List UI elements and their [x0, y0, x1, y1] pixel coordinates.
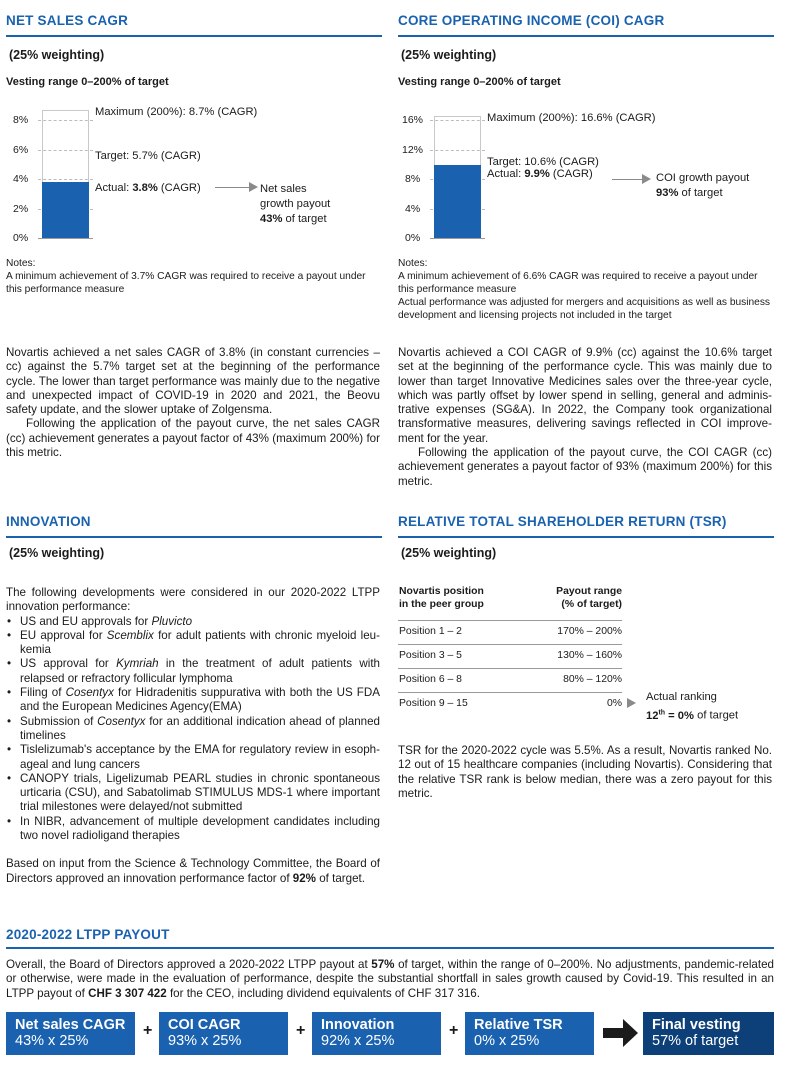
ns-actual-suffix: (CAGR) [157, 182, 201, 194]
ns-actual-prefix: Actual: [95, 182, 133, 194]
innovation-closing [6, 857, 380, 886]
ns-tick: 6% [13, 144, 29, 156]
list-item-text: US and EU approvals for [20, 614, 152, 628]
net-sales-weighting: (25% weighting) [9, 48, 105, 62]
tsr-col1-line2: in the peer group [399, 599, 484, 610]
ns-max-label: Maximum (200%): 8.7% (CAGR) [95, 106, 258, 118]
coi-arrow [612, 179, 644, 180]
box-title: Relative TSR [474, 1017, 563, 1033]
innovation-title: INNOVATION [6, 514, 91, 529]
net-sales-rule [6, 35, 382, 37]
ns-actual-bar [42, 182, 89, 238]
coi-tick: 0% [405, 232, 421, 244]
tsr-ranking [646, 690, 738, 724]
tsr-arrow-head [627, 698, 636, 708]
payout-percent: 57% [371, 958, 395, 971]
ns-actual-value: 3.8% [132, 182, 158, 194]
list-item: • Tislelizumab's acceptance by the EMA for regulatory review in esophageal and lung cancers [6, 743, 380, 772]
closing-text: Based on input from the Science & Technology Committee, the Board of Directors approved an innovation performance factor of [6, 857, 380, 885]
box-final-vesting [643, 1012, 774, 1055]
tsr-position: Position 6 – 8 [399, 674, 462, 685]
ns-para-2: Following the application of the payout curve, the net sales CAGR (cc) achievement generates a payout factor of 43% (maximum 200%) for this metric. [6, 417, 380, 460]
coi-actual-value: 9.9% [524, 168, 550, 180]
ns-para-1: Novartis achieved a net sales CAGR of 3.8% (in constant currencies – cc) against the 5.7% target set at the beginning of the performance cycle. The lower than target performance was mainly due to the negative and unexpected impact of COVID-19 in 2020 and 2021, the Beovu safety update, and the slower uptake of Zolgensma. [6, 346, 380, 417]
ns-payout-line3 [260, 212, 330, 227]
coi-payout-value: 93% [656, 187, 679, 199]
tsr-ranking-value [646, 705, 738, 724]
tsr-col2-header [522, 585, 622, 611]
payout-text-part: of target, within the range of 0–200%. No adjustments, pandemic-related or otherwise, were made in the evaluation of performance, despite the substantial shortfall in sales growth caused by Covid-19. This resulted in an LTPP payout of [6, 958, 774, 1000]
net-sales-title: NET SALES CAGR [6, 13, 129, 28]
list-item-text: Filing of [20, 686, 66, 700]
ns-payout [260, 182, 330, 227]
coi-weighting: (25% weighting) [401, 48, 497, 62]
coi-actual-suffix: (CAGR) [549, 168, 593, 180]
box-innovation [312, 1012, 441, 1055]
innovation-body [6, 586, 380, 886]
table-row [398, 620, 622, 644]
tsr-payout: 130% – 160% [557, 650, 622, 661]
box-tsr [465, 1012, 594, 1055]
coi-tick: 4% [405, 203, 421, 215]
box-title: Final vesting [652, 1017, 741, 1033]
coi-actual-prefix: Actual: [487, 168, 525, 180]
ns-tick: 2% [13, 203, 29, 215]
tsr-position: Position 3 – 5 [399, 650, 462, 661]
ns-arrow-head [249, 182, 258, 192]
tsr-body [398, 744, 772, 801]
tsr-para: TSR for the 2020-2022 cycle was 5.5%. As a result, Novartis ranked No. 12 out of 15 healthcare companies (including Novartis). Considering that the relative TSR rank is below median, there was a zero payout for this metric. [398, 744, 772, 800]
ns-notes-title: Notes: [6, 258, 36, 269]
tsr-col2-line2: (% of target) [561, 599, 622, 610]
list-item-text: for adult patients with chronic myeloid leukemia [20, 628, 380, 657]
list-item-drug: Cosentyx [97, 714, 146, 728]
list-item-text: Submission of [20, 714, 98, 728]
plus-sign: + [296, 1022, 306, 1039]
innovation-rule [6, 536, 382, 538]
box-value: 93% x 25% [168, 1033, 242, 1049]
table-row [398, 644, 622, 668]
coi-para-1: Novartis achieved a COI CAGR of 9.9% (cc) against the 10.6% target set at the beginning of the performance cycle. This was mainly due to lower than target Innovative Medicines sales over the three-year cycle, which was partly offset by lower spend in selling, general and administrative expenses (SG&A). In 2022, the Company took organizational transformative measures, delivering savings reflected in COI improvement for the year. [398, 346, 772, 445]
coi-title: CORE OPERATING INCOME (COI) CAGR [398, 13, 665, 28]
ns-body [6, 346, 380, 460]
coi-body [398, 346, 772, 489]
coi-actual-label [487, 168, 593, 180]
list-item [6, 629, 380, 658]
coi-tick: 16% [402, 114, 424, 126]
innovation-list [6, 615, 380, 844]
box-value: 0% x 25% [474, 1033, 540, 1049]
payout-text-part: Overall, the Board of Directors approved a 2020-2022 LTPP payout at [6, 958, 372, 971]
payout-rule [6, 947, 774, 949]
tsr-title: RELATIVE TOTAL SHAREHOLDER RETURN (TSR) [398, 514, 727, 529]
ns-actual-label [95, 182, 201, 194]
tsr-position: Position 1 – 2 [399, 626, 462, 637]
coi-target-label: Target: 10.6% (CAGR) [487, 156, 599, 168]
list-item-drug: Cosentyx [65, 686, 114, 700]
ns-tick: 0% [13, 232, 29, 244]
tsr-col1-line1: Novartis position [399, 586, 484, 597]
table-row [398, 668, 622, 692]
payout-text-part: for the CEO, including dividend equivalents of CHF 317 316. [166, 986, 480, 1000]
coi-payout-line2 [656, 186, 749, 201]
list-item-text: for an additional indication ahead of planned timelines [20, 714, 380, 742]
tsr-payout: 170% – 200% [557, 626, 622, 637]
list-item [6, 715, 380, 744]
list-item-drug: Kymriah [116, 657, 159, 671]
coi-grid [430, 238, 485, 239]
coi-vesting: Vesting range 0–200% of target [398, 76, 561, 88]
coi-tick: 12% [402, 144, 424, 156]
list-item: • In NIBR, advancement of multiple development candidates including two novel radioligand therapies [6, 815, 380, 844]
tsr-col1-header [399, 585, 484, 611]
coi-para-2: Following the application of the payout curve, the COI CAGR (cc) achievement generates a payout factor of 93% (maximum 200%) for this metric. [398, 446, 772, 488]
ns-note-1: A minimum achievement of 3.7% CAGR was required to receive a payout under this performance measure [6, 271, 366, 295]
box-value: 57% of target [652, 1033, 739, 1049]
ns-notes [6, 257, 376, 296]
ns-tick: 8% [13, 114, 29, 126]
coi-arrow-head [642, 174, 651, 184]
ns-payout-line1: Net sales [260, 183, 307, 195]
list-item [6, 686, 380, 715]
coi-note-2: Actual performance was adjusted for mergers and acquisitions as well as business development and licensing projects not included in the target [398, 297, 771, 321]
coi-max-label: Maximum (200%): 16.6% (CAGR) [487, 112, 656, 124]
box-title: Net sales CAGR [15, 1017, 126, 1033]
ns-payout-value: 43% [260, 213, 283, 225]
tsr-ranking-label: Actual ranking [646, 691, 717, 703]
tsr-col2-line1: Payout range [556, 586, 622, 597]
payout-text [6, 958, 774, 1001]
closing-text: of target. [316, 871, 365, 885]
ns-tick: 4% [13, 173, 29, 185]
list-item [6, 657, 380, 686]
list-item-text: in the treatment of adult patients with relapsed or refractory follicular lymphoma [20, 657, 380, 685]
coi-rule [398, 35, 774, 37]
list-item-drug: Scemblix [106, 628, 154, 642]
closing-factor: 92% [292, 871, 316, 885]
list-item-text: US approval for [20, 657, 117, 671]
payout-amount: CHF 3 307 422 [88, 986, 167, 1000]
coi-payout [656, 171, 749, 201]
tsr-ranking-sup: th [658, 709, 666, 716]
list-item-drug: Pluvicto [151, 614, 193, 628]
ns-payout-suffix: of target [282, 213, 327, 225]
list-item: • CANOPY trials, Ligelizumab PEARL studies in chronic spontaneous urticaria (CSU), and Sabatolimab STIMULUS MDS-1 where important trial milestones were delayed/not submitted [6, 772, 380, 815]
tsr-weighting: (25% weighting) [401, 546, 497, 560]
tsr-ranking-suffix: of target [693, 709, 739, 722]
coi-payout-line1: COI growth payout [656, 172, 750, 184]
box-title: Innovation [321, 1017, 395, 1033]
ns-arrow [215, 187, 251, 188]
box-net-sales [6, 1012, 135, 1055]
tsr-position: Position 9 – 15 [399, 698, 468, 709]
net-sales-vesting: Vesting range 0–200% of target [6, 76, 169, 88]
coi-notes-title: Notes: [398, 258, 428, 269]
box-coi [159, 1012, 288, 1055]
box-value: 92% x 25% [321, 1033, 395, 1049]
box-title: COI CAGR [168, 1017, 241, 1033]
plus-sign: + [143, 1022, 153, 1039]
ns-grid [38, 238, 93, 239]
payout-title: 2020-2022 LTPP PAYOUT [6, 927, 170, 942]
plus-sign: + [449, 1022, 459, 1039]
list-item-text: for Hidradenitis suppurativa with both the US FDA and the European Medicines Agency(EMA) [20, 686, 380, 714]
innovation-weighting: (25% weighting) [9, 546, 105, 560]
tsr-payout: 80% – 120% [563, 674, 622, 685]
coi-tick: 8% [405, 173, 421, 185]
tsr-ranking-num: 12 [646, 709, 659, 722]
coi-note-1: A minimum achievement of 6.6% CAGR was required to receive a payout under this performance measure [398, 271, 758, 295]
tsr-ranking-eq: = 0% [665, 709, 694, 722]
coi-actual-bar [434, 165, 481, 238]
table-row [398, 692, 622, 716]
list-item [6, 615, 380, 629]
coi-notes [398, 257, 776, 322]
list-item-text: EU approval for [20, 628, 107, 642]
tsr-payout: 0% [606, 698, 622, 709]
box-value: 43% x 25% [15, 1033, 89, 1049]
ns-payout-line2: growth payout [260, 198, 331, 210]
tsr-rule [398, 536, 774, 538]
innovation-intro: The following developments were considered in our 2020-2022 LTPP innovation performance: [6, 586, 380, 614]
coi-payout-suffix: of target [678, 187, 723, 199]
ns-target-label: Target: 5.7% (CAGR) [95, 150, 201, 162]
right-arrow-icon [603, 1016, 639, 1050]
